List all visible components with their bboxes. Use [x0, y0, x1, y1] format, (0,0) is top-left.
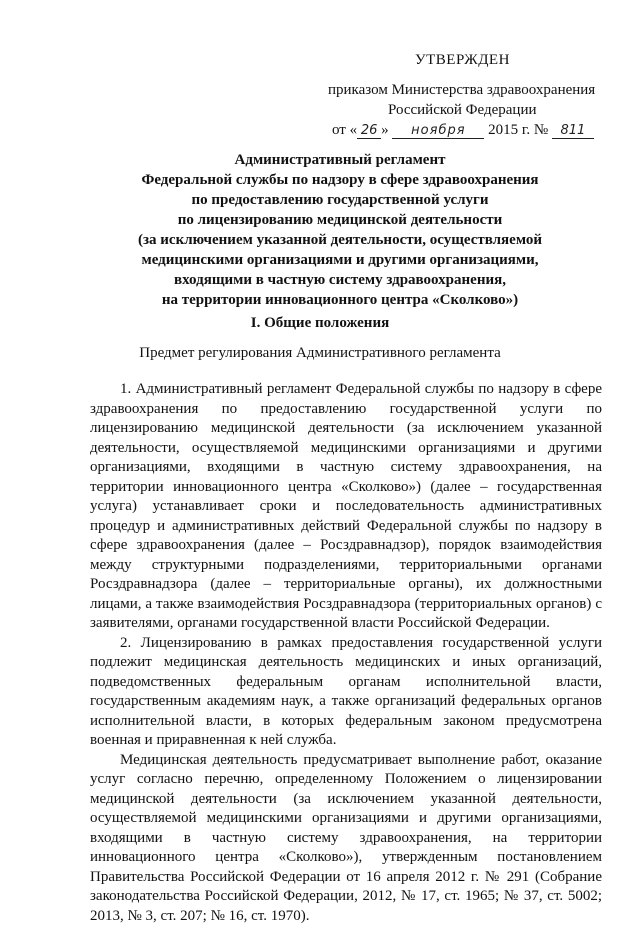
- approval-date-line: [332, 120, 594, 140]
- subsection-heading: Предмет регулирования Административного регламента: [0, 345, 640, 362]
- title-line: по лицензированию медицинской деятельности: [90, 210, 590, 230]
- title-line: (за исключением указанной деятельности, осуществляемой: [90, 230, 590, 250]
- title-line: входящими в частную систему здравоохранения,: [90, 270, 590, 290]
- approval-title: УТВЕРЖДЕН: [415, 50, 510, 70]
- title-line: по предоставлению государственной услуги: [90, 190, 590, 210]
- date-year: 2015 г. №: [488, 122, 548, 138]
- document-title: [90, 150, 590, 310]
- section-heading: I. Общие положения: [0, 315, 640, 332]
- title-line: Административный регламент: [90, 150, 590, 170]
- handwritten-month: ноября: [392, 123, 484, 139]
- date-prefix: от «: [332, 122, 357, 138]
- paragraph: 1. Административный регламент Федеральной службы по надзору в сфере здравоохранения по предоставлению государственной услуги по лицензированию медицинской деятельности (за исключением указанной деятельности, осуществляемой медицинскими организациями и другими организациями, входящими в частную систему здравоохранения, на территории инновационного центра «Сколково») (далее – государственная услуга) устанавливает сроки и последовательность административных процедур и административных действий Федеральной службы по надзору в сфере здравоохранения (далее – Росздравнадзор), порядок взаимодействия между структурными подразделениями, территориальными органами Росздравнадзора (далее – территориальные органы), их должностными лицами, а также взаимодействия Росздравнадзора (территориальных органов) с заявителями, органами государственной власти Российской Федерации.: [90, 380, 602, 634]
- handwritten-order-number: 811: [552, 123, 594, 139]
- document-body: [90, 380, 602, 926]
- approval-country-line: Российской Федерации: [388, 100, 537, 120]
- approval-order-line: приказом Министерства здравоохранения: [328, 80, 595, 100]
- paragraph: 2. Лицензированию в рамках предоставления государственной услуги подлежит медицинская деятельность медицинских и иных организаций, подведомственных федеральным органам исполнительной власти, государственным академиям наук, а также организаций федеральных органов исполнительной власти, в которых федеральным законом предусмотрена военная и приравненная к ней служба.: [90, 634, 602, 751]
- paragraph: Медицинская деятельность предусматривает выполнение работ, оказание услуг согласно перечню, определенному Положением о лицензировании медицинской деятельности (за исключением указанной деятельности, осуществляемой медицинскими организациями и другими организациями, входящими в частную систему здравоохранения, на территории инновационного центра «Сколково»), утвержденным постановлением Правительства Российской Федерации от 16 апреля 2012 г. № 291 (Собрание законодательства Российской Федерации, 2012, № 17, ст. 1965; № 37, ст. 5002; 2013, № 3, ст. 207; № 16, ст. 1970).: [90, 751, 602, 926]
- handwritten-day: 26: [357, 123, 381, 139]
- title-line: медицинскими организациями и другими организациями,: [90, 250, 590, 270]
- title-line: на территории инновационного центра «Сколково»): [90, 290, 590, 310]
- date-separator: »: [381, 122, 389, 138]
- title-line: Федеральной службы по надзору в сфере здравоохранения: [90, 170, 590, 190]
